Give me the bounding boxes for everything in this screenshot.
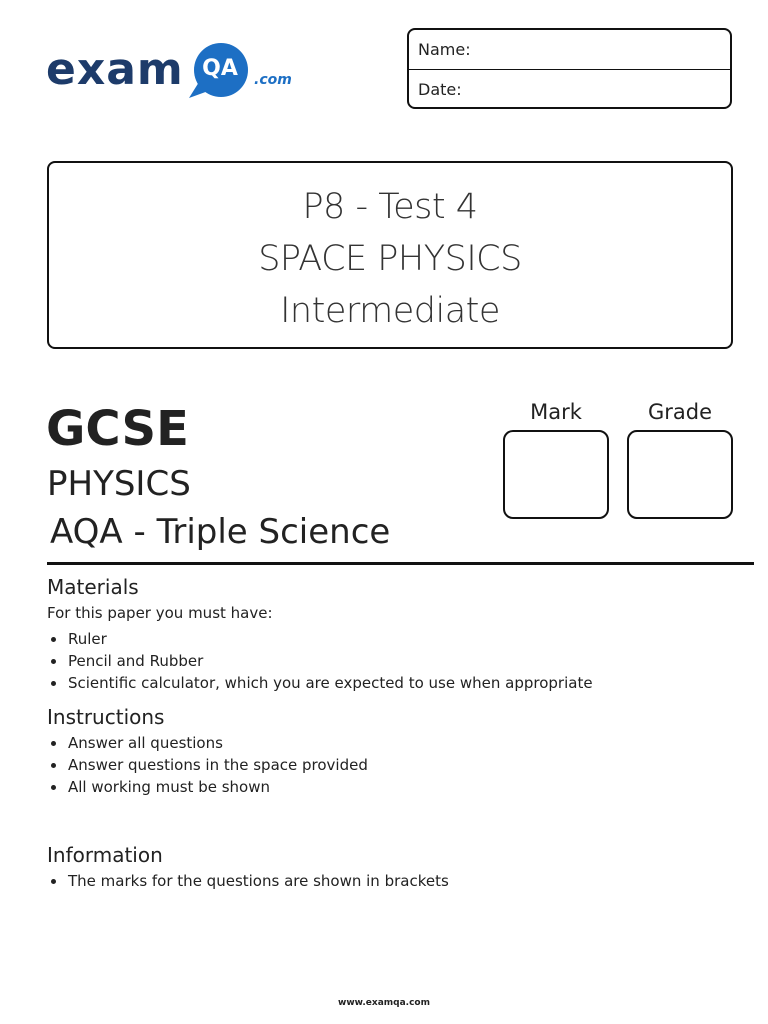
materials-heading: Materials xyxy=(47,575,139,599)
date-label: Date: xyxy=(418,80,462,99)
list-item: Answer all questions xyxy=(47,732,368,754)
examqa-logo xyxy=(46,42,296,106)
name-label: Name: xyxy=(418,40,471,59)
mark-box[interactable] xyxy=(503,430,609,519)
instructions-heading: Instructions xyxy=(47,705,165,729)
test-title-box xyxy=(47,161,733,349)
grade-box[interactable] xyxy=(627,430,733,519)
list-item: The marks for the questions are shown in brackets xyxy=(47,870,449,892)
information-list xyxy=(47,870,449,892)
name-date-box xyxy=(407,28,732,109)
footer-url: www.examqa.com xyxy=(338,998,430,1008)
materials-intro: For this paper you must have: xyxy=(47,604,273,622)
topic-title: SPACE PHYSICS xyxy=(258,239,522,279)
materials-list xyxy=(47,628,593,694)
mark-label: Mark xyxy=(530,400,582,424)
list-item: Answer questions in the space provided xyxy=(47,754,368,776)
difficulty-level: Intermediate xyxy=(280,291,500,331)
instructions-list xyxy=(47,732,368,798)
date-field[interactable] xyxy=(409,69,730,108)
list-item: Ruler xyxy=(47,628,593,650)
list-item: Scientific calculator, which you are expected to use when appropriate xyxy=(47,672,593,694)
divider xyxy=(47,562,754,565)
logo-qa-text: QA xyxy=(202,56,238,81)
grade-label: Grade xyxy=(647,400,713,424)
logo-exam-text: exam xyxy=(46,44,184,95)
logo-com-text: .com xyxy=(254,72,292,88)
test-number: P8 - Test 4 xyxy=(302,187,478,227)
name-field[interactable] xyxy=(409,30,730,69)
list-item: All working must be shown xyxy=(47,776,368,798)
list-item: Pencil and Rubber xyxy=(47,650,593,672)
exam-board: AQA - Triple Science xyxy=(50,512,391,552)
qualification-title: GCSE xyxy=(46,401,189,457)
subject-title: PHYSICS xyxy=(47,464,191,504)
information-heading: Information xyxy=(47,843,163,867)
